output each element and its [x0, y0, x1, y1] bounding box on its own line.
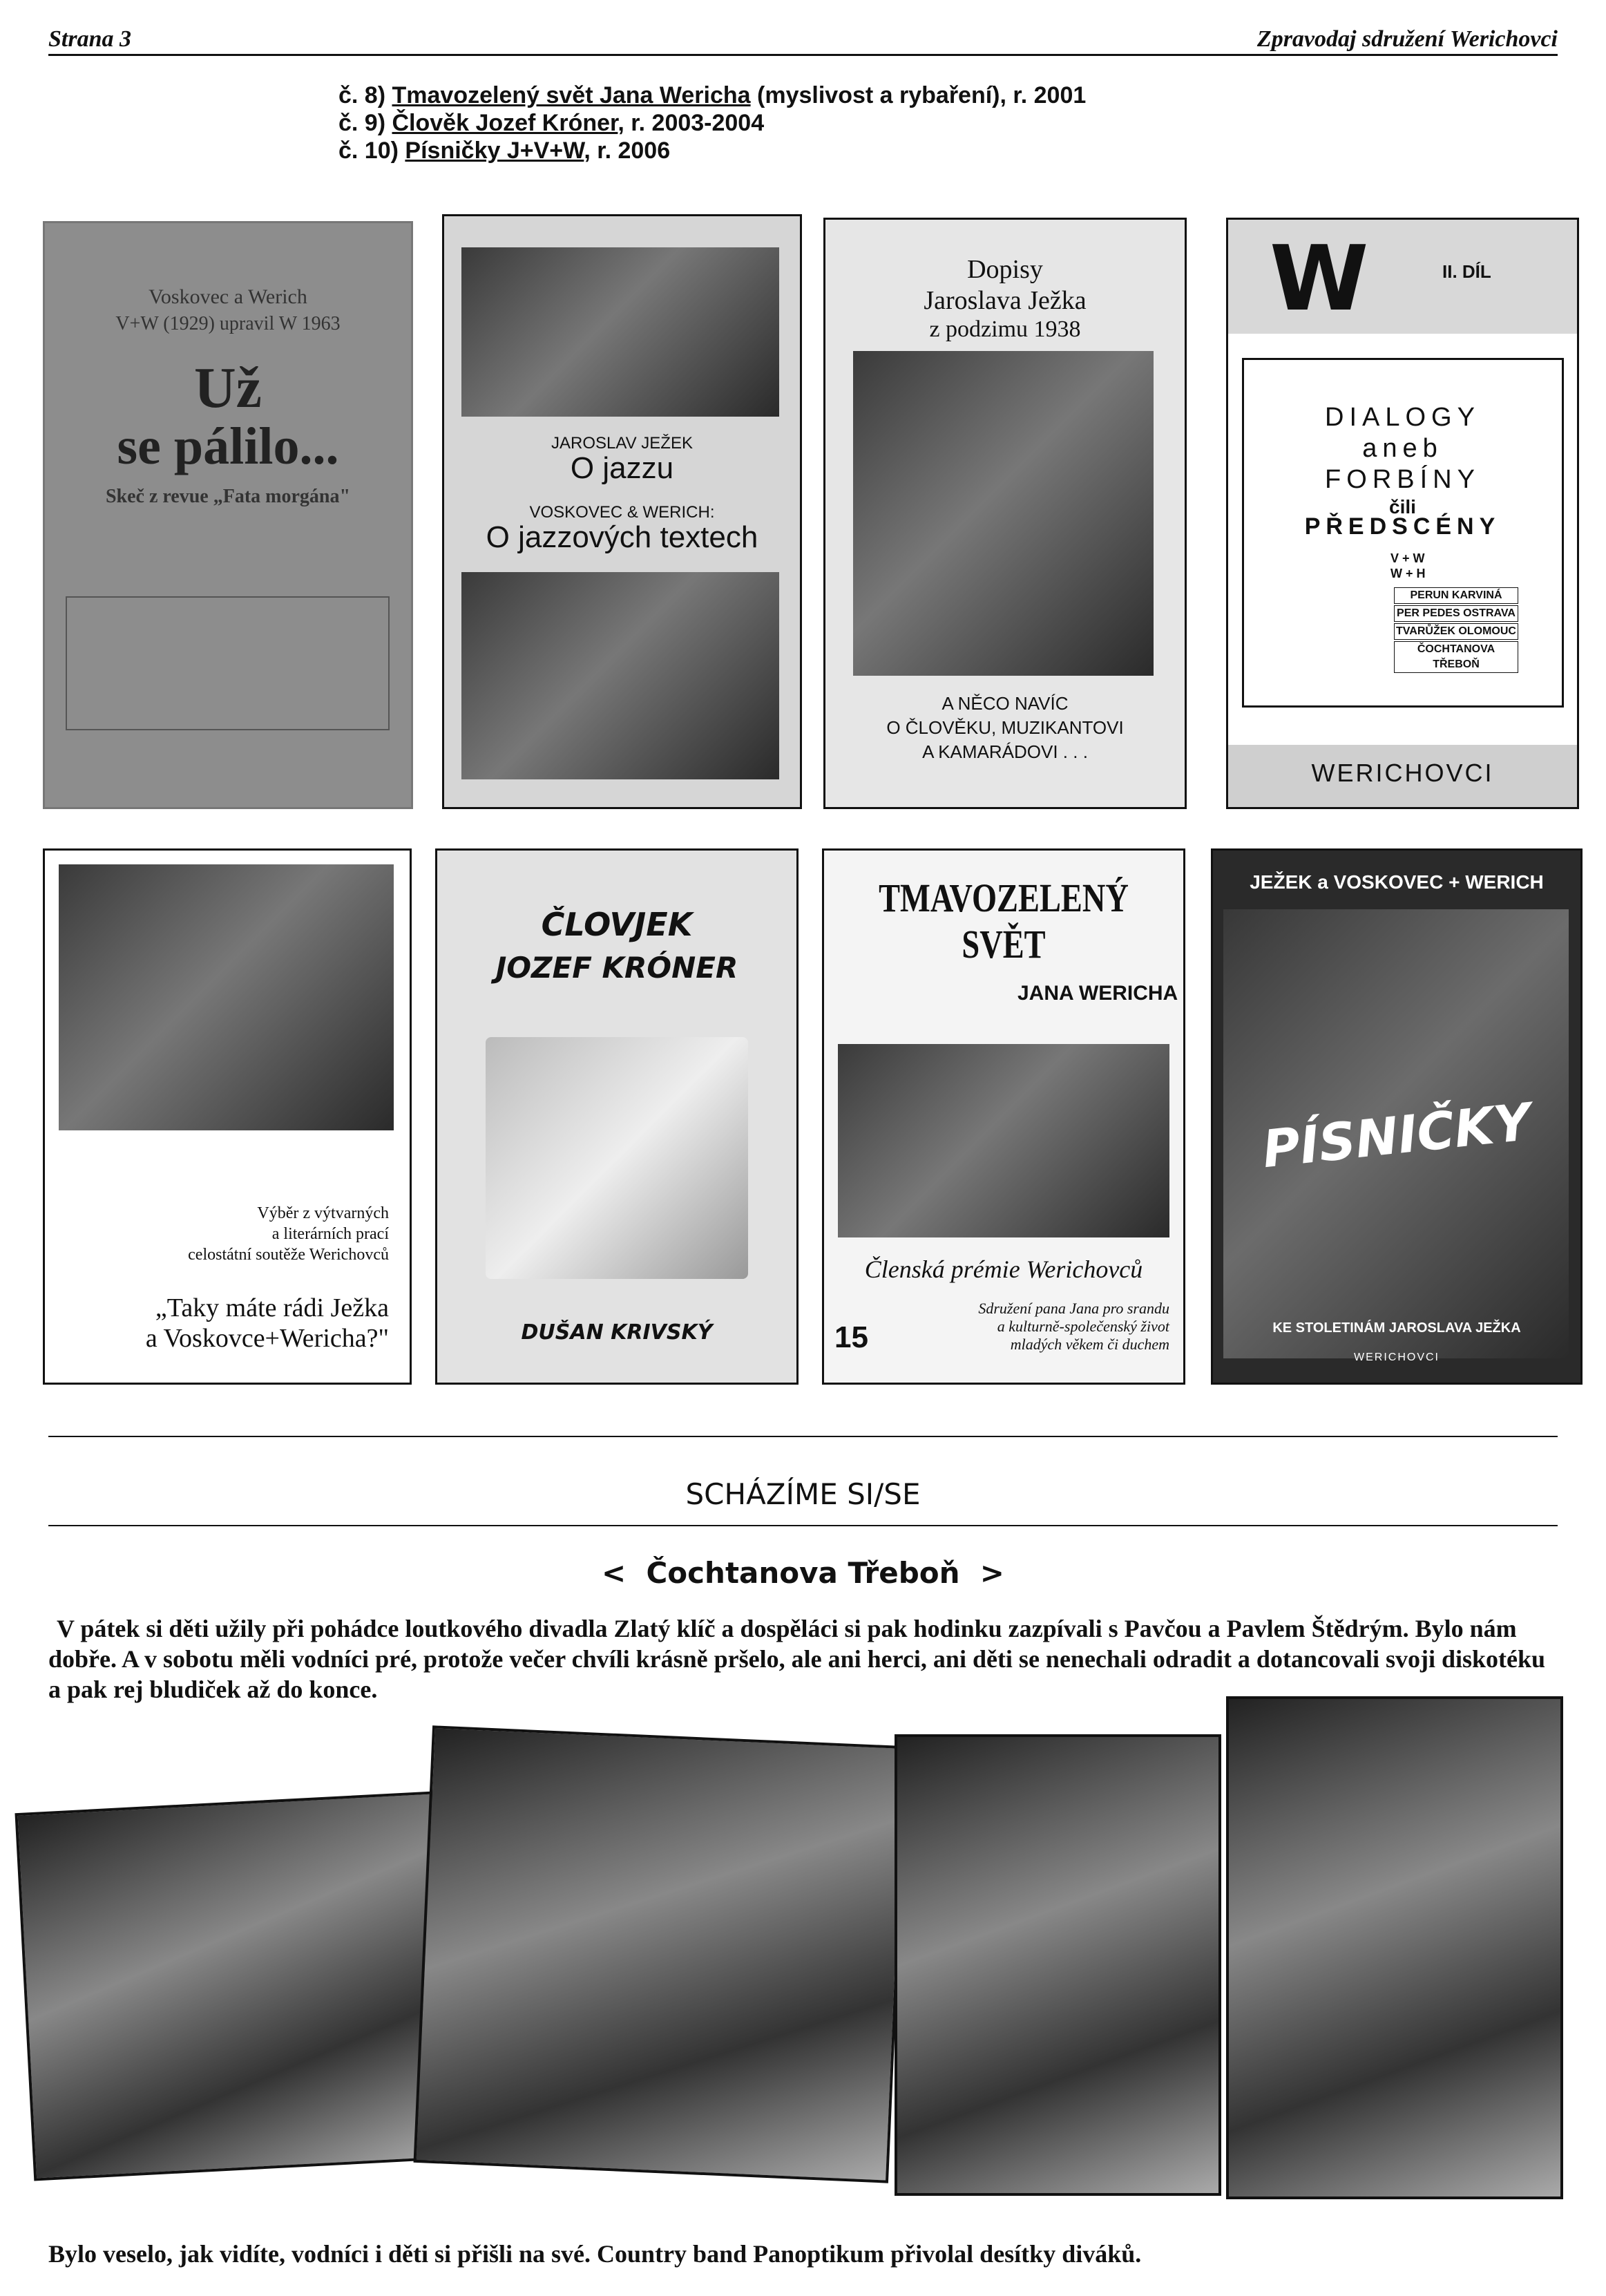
city-item: PERUN KARVINÁ — [1394, 587, 1518, 604]
cover-brand: WERICHOVCI — [1354, 1351, 1440, 1363]
section-rule — [48, 1525, 1558, 1526]
cover-text: a kulturně-společenský život — [997, 1318, 1169, 1335]
cover-part: II. DÍL — [1442, 261, 1491, 282]
publication-item: č. 10) Písničky J+V+W, r. 2006 — [338, 137, 671, 164]
cover-title — [146, 1293, 389, 1354]
cover-title: Jaroslava Ježka — [924, 286, 1087, 315]
subtitle-text: Čochtanova Třeboň — [646, 1556, 960, 1590]
cover-o-jazzu — [442, 214, 802, 809]
cover-pisnicky — [1211, 848, 1583, 1385]
right-mark-icon: > — [979, 1556, 1004, 1590]
cover-author: JAROSLAV JEŽEK — [551, 434, 693, 453]
cover-tmavozeleny-svet — [822, 848, 1185, 1385]
cover-brand: WERICHOVCI — [1311, 759, 1494, 787]
cover-text: V+W (1929) upravil W 1963 — [115, 313, 341, 334]
cover-title: JEŽEK a VOSKOVEC + WERICH — [1250, 871, 1544, 893]
photo-children-playing — [895, 1734, 1221, 2196]
cover-title: z podzimu 1938 — [929, 316, 1081, 342]
cover-title: ČLOVJEK — [541, 906, 693, 943]
publication-item: č. 9) Člověk Jozef Króner, r. 2003-2004 — [338, 110, 765, 136]
header-rule — [48, 54, 1558, 56]
cover-text: „Taky máte rádi Ježka — [155, 1293, 389, 1322]
section-rule — [48, 1436, 1558, 1437]
cover-title: Už — [194, 356, 262, 420]
section-subtitle — [0, 1556, 1606, 1590]
cover-title: DIALOGY — [1325, 403, 1480, 432]
cover-description — [978, 1300, 1169, 1354]
cover-title: se pálilo... — [117, 417, 339, 475]
cover-city-list — [1394, 586, 1518, 674]
cover-uz-se-palilo — [43, 221, 413, 809]
cover-title: PÍSNIČKY — [1259, 1092, 1534, 1180]
cover-taky-mate-radi — [43, 848, 412, 1385]
cover-title: JOZEF KRÓNER — [495, 951, 738, 985]
cover-text: a Voskovce+Wericha?" — [145, 1324, 389, 1353]
cover-text: A KAMARÁDOVI . . . — [922, 741, 1088, 762]
cover-title: JANA WERICHA — [1017, 982, 1178, 1005]
cover-text: O ČLOVĚKU, MUZIKANTOVI — [886, 717, 1124, 738]
city-item: PER PEDES OSTRAVA — [1394, 605, 1518, 622]
cover-author: VOSKOVEC & WERICH: — [529, 503, 715, 522]
cover-title: aneb — [1362, 434, 1443, 463]
cover-text: mladých věkem či duchem — [1010, 1336, 1169, 1353]
cover-subtitle — [188, 1203, 389, 1265]
cover-text: V + W — [1390, 551, 1425, 565]
cover-title: PŘEDSCÉNY — [1304, 513, 1501, 540]
cover-title: TMAVOZELENÝ SVĚT — [879, 875, 1129, 967]
section-title: SCHÁZÍME SI/SE — [685, 1477, 921, 1511]
cover-photo — [59, 864, 394, 1130]
cover-photo — [853, 351, 1154, 676]
cover-subtitle: Členská prémie Werichovců — [864, 1255, 1143, 1283]
photo-vodnik-with-stick — [414, 1725, 908, 2183]
cover-title: O jazzu — [570, 451, 674, 485]
cover-subtitle: Skeč z revue „Fata morgána" — [105, 486, 351, 507]
cover-title: čili — [1389, 496, 1416, 518]
publication-item: č. 8) Tmavozelený svět Jana Wericha (myslivost a rybaření), r. 2001 — [338, 82, 1087, 108]
cover-text: a literárních prací — [271, 1225, 389, 1243]
cover-info-box — [66, 596, 390, 730]
left-mark-icon: < — [602, 1556, 627, 1590]
cover-title: O jazzových textech — [486, 520, 758, 554]
cover-title: FORBÍNY — [1325, 465, 1480, 494]
cover-dopisy — [823, 218, 1187, 809]
newsletter-title: Zpravodaj sdružení Werichovci — [1256, 26, 1558, 52]
cover-dialogy — [1226, 218, 1579, 809]
cover-title: Dopisy — [967, 255, 1043, 284]
cover-text: celostátní soutěže Werichovců — [188, 1246, 389, 1264]
issue-number: 15 — [834, 1320, 868, 1354]
cover-text: Voskovec a Werich — [149, 285, 307, 308]
cover-subtitle: KE STOLETINÁM JAROSLAVA JEŽKA — [1272, 1320, 1521, 1336]
cover-photo — [461, 572, 779, 779]
photo-laughing-women — [15, 1791, 453, 2181]
city-item: ČOCHTANOVA TŘEBOŇ — [1394, 641, 1518, 673]
werichovci-logo-icon: W — [1270, 226, 1369, 331]
cover-clovjek — [435, 848, 799, 1385]
cover-text: Sdružení pana Jana pro srandu — [978, 1300, 1169, 1317]
cover-photo — [461, 247, 779, 417]
article-paragraph: V pátek si děti užily při pohádce loutkového divadla Zlatý klíč a dospěláci si pak hodinku zazpívali s Pavčou a Pavlem Štědrým. Bylo nám dobře. A v sobotu měli vodníci pré, protože večer chvíli krásně pršelo, ale ani herci, ani děti se nenechali odradit a dotancovali svoji diskotéku a pak rej bludiček až do konce. — [48, 1615, 1546, 1703]
publication-list — [338, 82, 1086, 164]
photo-vodnik-with-kids — [1226, 1696, 1563, 2199]
cover-photo — [486, 1037, 748, 1279]
cover-text: Výběr z výtvarných — [257, 1204, 389, 1222]
city-item: TVARŮŽEK OLOMOUC — [1394, 623, 1518, 640]
photo-caption: Bylo veselo, jak vidíte, vodníci i děti si přišli na své. Country band Panoptikum přivolal desítky diváků. — [48, 2240, 1142, 2268]
cover-text: W + H — [1390, 567, 1426, 580]
cover-text: A NĚCO NAVÍC — [941, 693, 1069, 714]
cover-photo — [838, 1044, 1169, 1237]
page-number: Strana 3 — [48, 26, 131, 52]
cover-author: DUŠAN KRIVSKÝ — [521, 1320, 713, 1345]
